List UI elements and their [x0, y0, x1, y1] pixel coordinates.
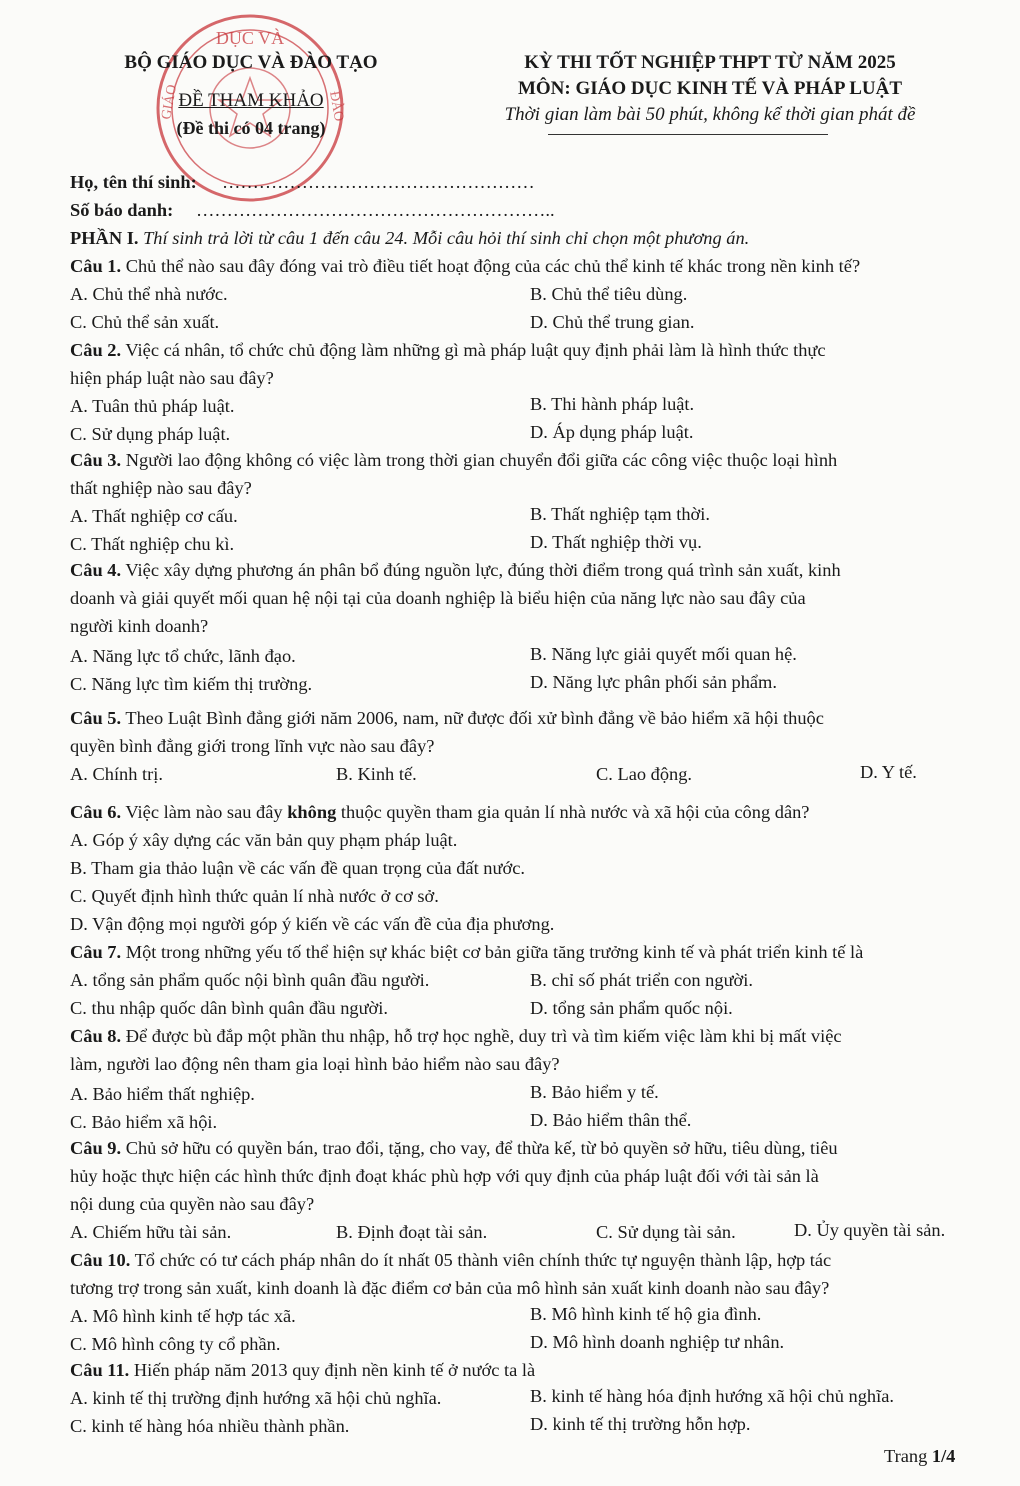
question-text: Chủ sở hữu có quyền bán, trao đổi, tặng, cho vay, để thừa kế, từ bỏ quyền sở hữu, tiêu dùng, tiêu [125, 1138, 838, 1158]
question-number: Câu 5. [70, 708, 122, 728]
q6-option-b[interactable]: B. Tham gia thảo luận về các vấn đề quan trọng của đất nước. [70, 858, 525, 878]
q3-option-d[interactable]: D. Thất nghiệp thời vụ. [530, 532, 702, 552]
q3-option-a[interactable]: A. Thất nghiệp cơ cấu. [70, 506, 238, 526]
candidate-name-blank: …………………………………………… [222, 172, 535, 192]
q3-option-c[interactable]: C. Thất nghiệp chu kì. [70, 534, 235, 554]
q1-option-b[interactable]: B. Chủ thể tiêu dùng. [530, 284, 688, 304]
question-text: Tổ chức có tư cách pháp nhân do ít nhất 05 thành viên chính thức tự nguyện thành lập, hợp tác [134, 1250, 832, 1270]
question-10 [70, 1250, 831, 1271]
ministry-name: BỘ GIÁO DỤC VÀ ĐÀO TẠO [124, 52, 378, 73]
question-emphasis: không [287, 802, 337, 822]
question-text: Một trong những yếu tố thể hiện sự khác biệt cơ bản giữa tăng trưởng kinh tế và phát triển kinh tế là [125, 942, 864, 962]
seal-text-top: DỤC VÀ [215, 28, 285, 48]
q7-option-b[interactable]: B. chỉ số phát triển con người. [530, 970, 753, 990]
page-footer [884, 1446, 955, 1467]
pages-note: (Đề thi có 04 trang) [176, 118, 326, 138]
question-text-cont: thất nghiệp nào sau đây? [70, 478, 252, 498]
q8-option-d[interactable]: D. Bảo hiểm thân thể. [530, 1110, 692, 1130]
question-7 [70, 942, 863, 963]
q6-option-a[interactable]: A. Góp ý xây dựng các văn bản quy phạm pháp luật. [70, 830, 458, 850]
question-text: Việc làm nào sau đây [125, 802, 283, 822]
question-text-cont: nội dung của quyền nào sau đây? [70, 1194, 315, 1214]
question-4 [70, 560, 841, 581]
seal-text-left: GIÁO [159, 83, 181, 121]
q6-option-c[interactable]: C. Quyết định hình thức quản lí nhà nước ở cơ sở. [70, 886, 439, 906]
q10-option-b[interactable]: B. Mô hình kinh tế hộ gia đình. [530, 1304, 762, 1324]
question-text: Việc cá nhân, tổ chức chủ động làm những gì mà pháp luật quy định phải làm là hình thức thực [125, 340, 826, 360]
q7-option-c[interactable]: C. thu nhập quốc dân bình quân đầu người. [70, 998, 388, 1018]
question-text: Để được bù đắp một phần thu nhập, hỗ trợ học nghề, duy trì và tìm kiếm việc làm khi bị mất việc [125, 1026, 842, 1046]
question-number: Câu 9. [70, 1138, 122, 1158]
question-3 [70, 450, 837, 471]
question-text-cont: làm, người lao động nên tham gia loại hình bảo hiểm nào sau đây? [70, 1054, 560, 1074]
question-5 [70, 708, 824, 729]
q4-option-c[interactable]: C. Năng lực tìm kiếm thị trường. [70, 674, 313, 694]
question-number: Câu 10. [70, 1250, 131, 1270]
question-8 [70, 1026, 842, 1047]
question-text-cont: hiện pháp luật nào sau đây? [70, 368, 274, 388]
question-text-cont: doanh và giải quyết mối quan hệ nội tại của doanh nghiệp là biểu hiện của năng lực nào sau đây của [70, 588, 806, 608]
question-number: Câu 4. [70, 560, 122, 580]
question-number: Câu 1. [70, 256, 122, 276]
question-11 [70, 1360, 535, 1381]
question-text: thuộc quyền tham gia quản lí nhà nước và xã hội của công dân? [340, 802, 810, 822]
q7-option-a[interactable]: A. tổng sản phẩm quốc nội bình quân đầu người. [70, 970, 430, 990]
q5-option-a[interactable]: A. Chính trị. [70, 764, 163, 784]
question-text: Người lao động không có việc làm trong thời gian chuyển đổi giữa các công việc thuộc loại hình [125, 450, 838, 470]
question-2 [70, 340, 826, 361]
candidate-id-label: Số báo danh: [70, 200, 174, 220]
q10-option-d[interactable]: D. Mô hình doanh nghiệp tư nhân. [530, 1332, 785, 1352]
part1-instruction: Thí sinh trả lời từ câu 1 đến câu 24. Mỗi câu hỏi thí sinh chỉ chọn một phương án. [143, 228, 750, 248]
q8-option-b[interactable]: B. Bảo hiểm y tế. [530, 1082, 659, 1102]
q9-option-d[interactable]: D. Ủy quyền tài sản. [794, 1220, 946, 1240]
q11-option-a[interactable]: A. kinh tế thị trường định hướng xã hội chủ nghĩa. [70, 1388, 442, 1408]
subject-title: MÔN: GIÁO DỤC KINH TẾ VÀ PHÁP LUẬT [517, 78, 903, 99]
q11-option-c[interactable]: C. kinh tế hàng hóa nhiều thành phần. [70, 1416, 350, 1436]
q1-option-a[interactable]: A. Chủ thể nhà nước. [70, 284, 228, 304]
q2-option-a[interactable]: A. Tuân thủ pháp luật. [70, 396, 235, 416]
doc-type: ĐỀ THAM KHẢO [178, 90, 324, 111]
q4-option-b[interactable]: B. Năng lực giải quyết mối quan hệ. [530, 644, 797, 664]
q5-option-d[interactable]: D. Y tế. [860, 762, 917, 782]
page-number: 1/4 [931, 1446, 956, 1466]
q9-option-a[interactable]: A. Chiếm hữu tài sản. [70, 1222, 232, 1242]
question-number: Câu 2. [70, 340, 122, 360]
q4-option-d[interactable]: D. Năng lực phân phối sản phẩm. [530, 672, 777, 692]
question-number: Câu 3. [70, 450, 122, 470]
time-note: Thời gian làm bài 50 phút, không kể thời gian phát đề [504, 104, 916, 125]
q8-option-c[interactable]: C. Bảo hiểm xã hội. [70, 1112, 218, 1132]
question-text-cont: hủy hoặc thực hiện các hình thức định đoạt khác phù hợp với quy định của pháp luật đối với tài sản là [70, 1166, 819, 1186]
question-text-cont: quyền bình đẳng giới trong lĩnh vực nào sau đây? [70, 736, 435, 756]
question-number: Câu 11. [70, 1360, 130, 1380]
q5-option-c[interactable]: C. Lao động. [596, 764, 693, 784]
candidate-id-blank: ………………………………………………….. [196, 200, 555, 220]
question-number: Câu 7. [70, 942, 122, 962]
q2-option-d[interactable]: D. Áp dụng pháp luật. [530, 422, 694, 442]
question-1 [70, 256, 860, 277]
q11-option-d[interactable]: D. kinh tế thị trường hỗn hợp. [530, 1414, 751, 1434]
q11-option-b[interactable]: B. kinh tế hàng hóa định hướng xã hội chủ nghĩa. [530, 1386, 894, 1406]
question-number: Câu 6. [70, 802, 122, 822]
q9-option-b[interactable]: B. Định đoạt tài sản. [336, 1222, 488, 1242]
question-text: Hiến pháp năm 2013 quy định nền kinh tế ở nước ta là [133, 1360, 536, 1380]
q1-option-d[interactable]: D. Chủ thể trung gian. [530, 312, 695, 332]
q6-option-d[interactable]: D. Vận động mọi người góp ý kiến về các vấn đề của địa phương. [70, 914, 555, 934]
page-label: Trang [884, 1446, 928, 1466]
candidate-name-label: Họ, tên thí sinh: [70, 172, 197, 192]
question-number: Câu 8. [70, 1026, 122, 1046]
q2-option-c[interactable]: C. Sử dụng pháp luật. [70, 424, 231, 444]
question-text: Việc xây dựng phương án phân bổ đúng nguồn lực, đúng thời điểm trong quá trình sản xuất, kinh [125, 560, 841, 580]
seal-text-right: ĐÀO [326, 90, 347, 123]
q7-option-d[interactable]: D. tổng sản phẩm quốc nội. [530, 998, 733, 1018]
q9-option-c[interactable]: C. Sử dụng tài sản. [596, 1222, 736, 1242]
question-6 [70, 802, 809, 823]
q4-option-a[interactable]: A. Năng lực tổ chức, lãnh đạo. [70, 646, 296, 666]
question-text: Theo Luật Bình đẳng giới năm 2006, nam, nữ được đối xử bình đẳng về bảo hiểm xã hội thuộc [125, 708, 824, 728]
question-text-cont: người kinh doanh? [70, 616, 209, 636]
part1-heading [70, 228, 749, 249]
q10-option-c[interactable]: C. Mô hình công ty cổ phần. [70, 1334, 281, 1354]
q8-option-a[interactable]: A. Bảo hiểm thất nghiệp. [70, 1084, 255, 1104]
question-text-cont: tương trợ trong sản xuất, kinh doanh là đặc điểm cơ bản của mô hình sản xuất kinh doanh nào sau đây? [70, 1278, 830, 1298]
question-9 [70, 1138, 838, 1159]
q5-option-b[interactable]: B. Kinh tế. [336, 764, 417, 784]
q1-option-c[interactable]: C. Chủ thể sản xuất. [70, 312, 220, 332]
q3-option-b[interactable]: B. Thất nghiệp tạm thời. [530, 504, 710, 524]
question-text: Chủ thể nào sau đây đóng vai trò điều tiết hoạt động của các chủ thể kinh tế khác trong nền kinh tế? [125, 256, 861, 276]
q2-option-b[interactable]: B. Thi hành pháp luật. [530, 394, 695, 414]
exam-title: KỲ THI TỐT NGHIỆP THPT TỪ NĂM 2025 [524, 52, 896, 73]
header-divider [548, 134, 828, 135]
part1-label: PHẦN I. [70, 228, 139, 248]
q10-option-a[interactable]: A. Mô hình kinh tế hợp tác xã. [70, 1306, 296, 1326]
